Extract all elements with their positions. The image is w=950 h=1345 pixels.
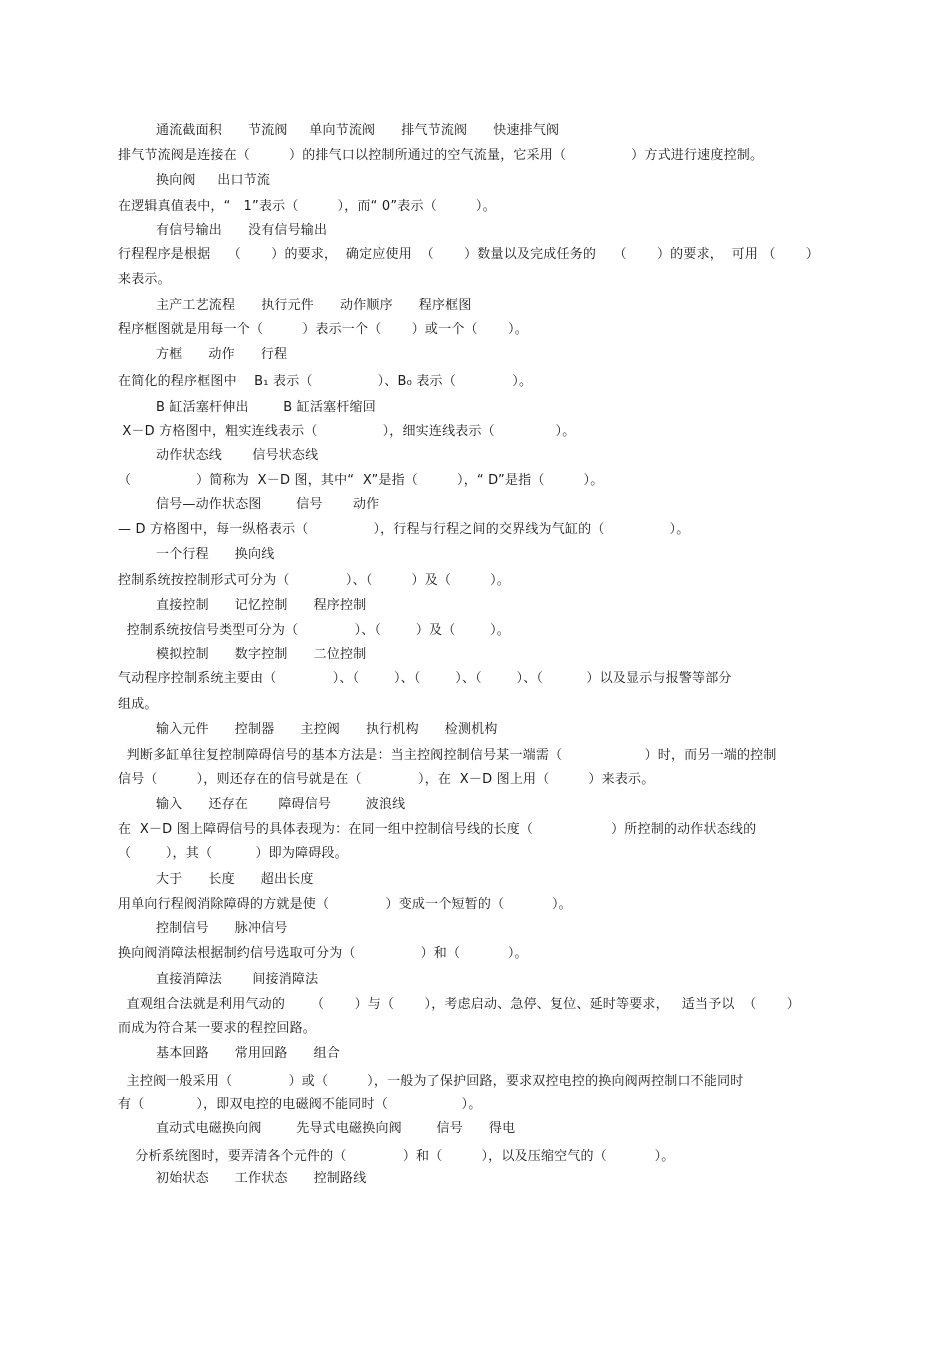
question-line: — D 方格图中，每一纵格表示（ ），行程与行程之间的交界线为气缸的（ ）。 (118, 522, 690, 537)
question-line: （ ）简称为 X－D 图，其中“ X”是指（ ），“ D”是指（ ）。 (118, 473, 604, 488)
answer-line: 直接控制 记忆控制 程序控制 (156, 598, 367, 613)
answer-line: 输入元件 控制器 主控阀 执行机构 检测机构 (156, 722, 498, 737)
answer-line: 主产工艺流程 执行元件 动作顺序 程序框图 (156, 298, 472, 313)
answer-line: 控制信号 脉冲信号 (156, 921, 288, 936)
question-line: 而成为符合某一要求的程控回路。 (118, 1021, 317, 1036)
answer-line: 换向阀 出口节流 (156, 173, 271, 188)
question-line: X－D 方格图中，粗实连线表示（ ），细实连线表示（ ）。 (118, 424, 576, 439)
answer-line: 信号—动作状态图 信号 动作 (156, 497, 380, 512)
question-line: 用单向行程阀消除障碍的方就是使（ ）变成一个短暂的（ ）。 (118, 897, 572, 912)
question-line: 判断多缸单往复控制障碍信号的基本方法是：当主控阀控制信号某一端需（ ）时，而另一端的控制 (118, 748, 777, 763)
answer-line: 通流截面积 节流阀 单向节流阀 排气节流阀 快速排气阀 (156, 123, 560, 138)
question-line: 在 X－D 图上障碍信号的具体表现为：在同一组中控制信号线的长度（ ）所控制的动作状态线的 (118, 822, 757, 837)
answer-line: 一个行程 换向线 (156, 547, 275, 562)
answer-line: 大于 长度 超出长度 (156, 872, 314, 887)
question-line: 排气节流阀是连接在（ ）的排气口以控制所通过的空气流量，它采用（ ）方式进行速度控制。 (118, 148, 764, 163)
question-line: 在逻辑真值表中，“ 1”表示（ ），而“ 0”表示（ ）。 (118, 199, 496, 214)
answer-line: 动作状态线 信号状态线 (156, 448, 319, 463)
question-line: 组成。 (118, 697, 158, 712)
question-line: 气动程序控制系统主要由（ ）、（ ）、（ ）、（ ）、（ ）以及显示与报警等部分 (118, 671, 732, 686)
question-line: 来表示。 (118, 272, 171, 287)
answer-line: 初始状态 工作状态 控制路线 (156, 1171, 367, 1186)
question-line: （ ），其（ ）即为障碍段。 (118, 846, 348, 861)
answer-line: 基本回路 常用回路 组合 (156, 1046, 340, 1061)
answer-line: 直动式电磁换向阀 先导式电磁换向阀 信号 得电 (156, 1121, 516, 1136)
question-line: 有（ ），即双电控的电磁阀不能同时（ ）。 (118, 1097, 482, 1112)
question-line: 控制系统按信号类型可分为（ ）、（ ）及（ ）。 (118, 623, 511, 638)
answer-line: 直接消障法 间接消障法 (156, 972, 319, 987)
question-line: 信号（ ），则还存在的信号就是在（ ），在 X－D 图上用（ ）来表示。 (118, 772, 655, 787)
question-line: 控制系统按控制形式可分为（ ）、（ ）及（ ）。 (118, 573, 511, 588)
question-line: 分析系统图时，要弄清各个元件的（ ）和（ ），以及压缩空气的（ ）。 (118, 1149, 675, 1164)
question-line: 主控阀一般采用（ ）或（ ），一般为了保护回路，要求双控电控的换向阀两控制口不能同时 (118, 1074, 744, 1089)
question-line: 换向阀消障法根据制约信号选取可分为（ ）和（ ）。 (118, 946, 528, 961)
question-line: 行程程序是根据 （ ）的要求， 确定应使用 （ ）数量以及完成任务的 （ ）的要求， 可用 （ ） (118, 247, 820, 262)
answer-line: 方框 动作 行程 (156, 347, 288, 362)
question-line: 在简化的程序框图中 B₁ 表示（ ）、B₀ 表示（ ）。 (118, 374, 533, 389)
question-line: 直观组合法就是利用气动的 （ ）与（ ），考虑启动、急停、复位、延时等要求， 适当予以 （ ） (118, 997, 800, 1012)
answer-line: B 缸活塞杆伸出 B 缸活塞杆缩回 (156, 400, 376, 415)
answer-line: 输入 还存在 障碍信号 波浪线 (156, 797, 406, 812)
answer-line: 模拟控制 数字控制 二位控制 (156, 647, 367, 662)
answer-line: 有信号输出 没有信号输出 (156, 223, 328, 238)
question-line: 程序框图就是用每一个（ ）表示一个（ ）或一个（ ）。 (118, 322, 528, 337)
